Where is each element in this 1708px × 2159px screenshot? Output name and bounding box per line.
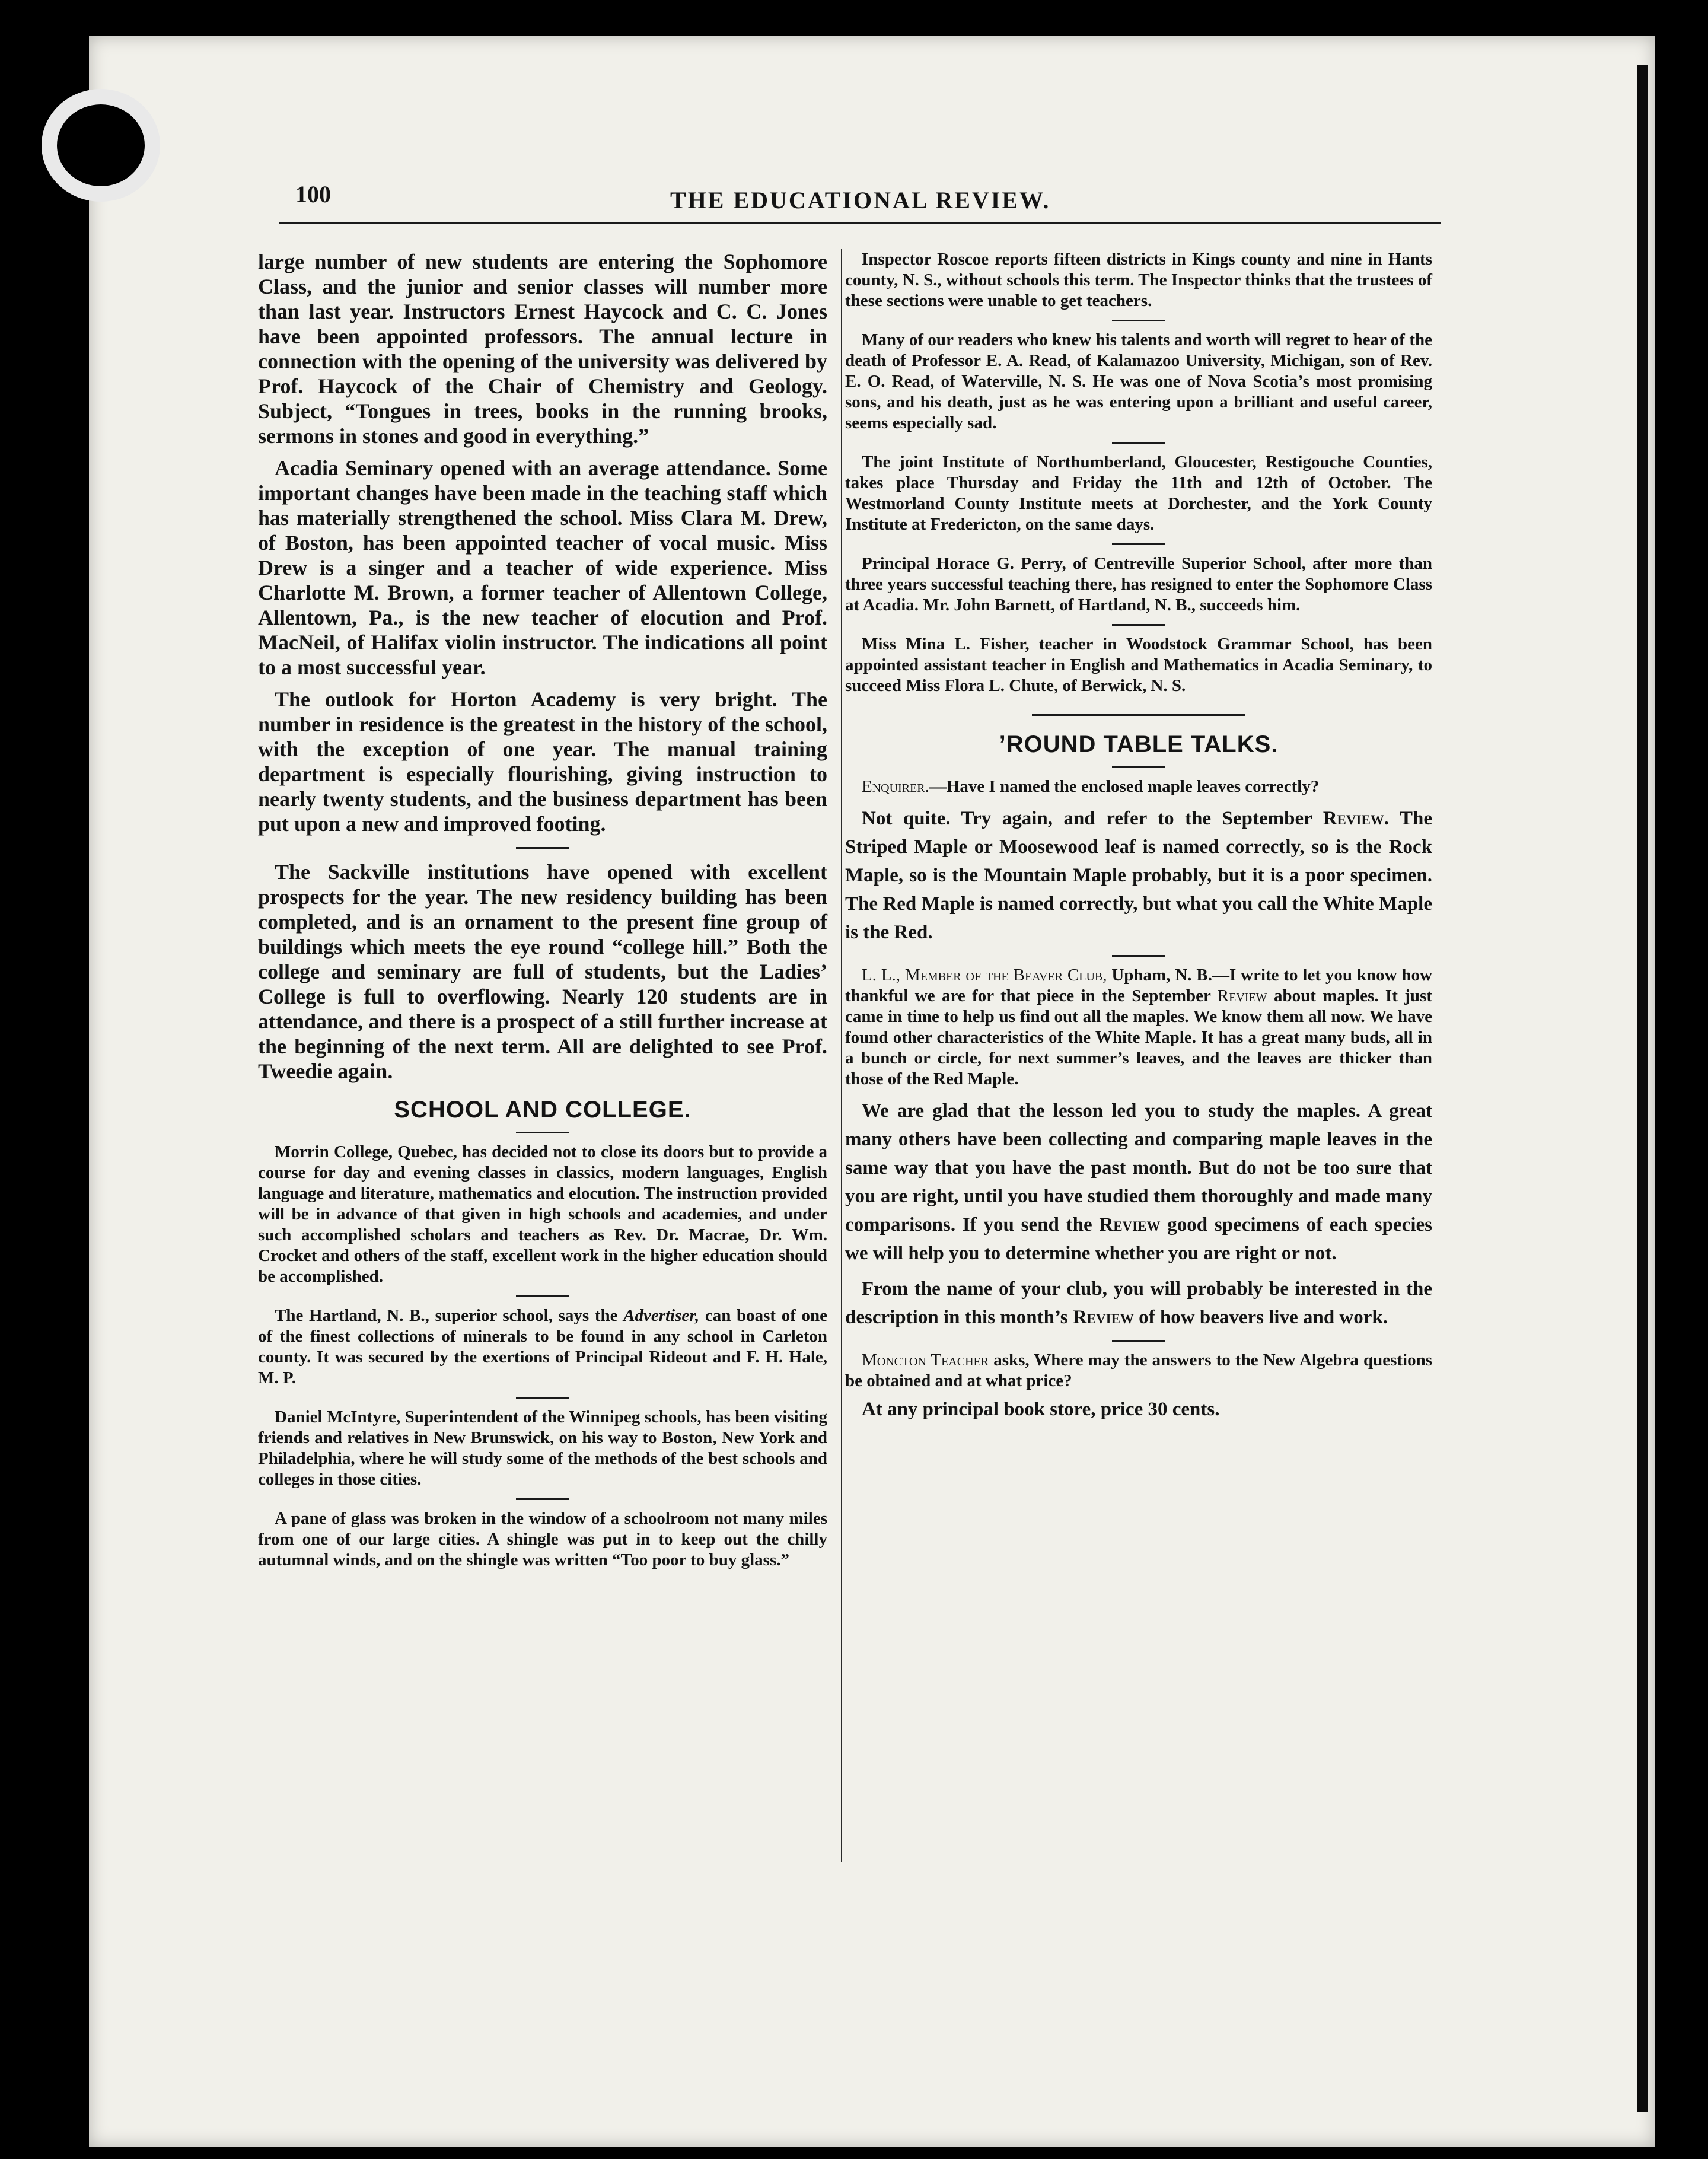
- news-item: Morrin College, Quebec, has decided not to close its doors but to provide a course for day and evening classes in classics, modern languages, English language and literature, mathematics and elocution. The instruction provided will be in advance of that given in high schools and academies, and under such accomplished scholars and teachers as Rev. Dr. Macrae, Dr. Wm. Crocket and others of the staff, excellent work in the higher education should be accomplished.: [258, 1142, 827, 1286]
- question: Enquirer.—Have I named the enclosed maple leaves correctly?: [862, 777, 1320, 796]
- page-header: [279, 172, 1441, 225]
- answer: Not quite. Try again, and refer to the September Review. The Striped Maple or Moosewood leaf is named correctly, so is the Rock Maple, so is the Mountain Maple probably, but it is a poor specimen. The Red Maple is named correctly, but what you call the White Maple is the Red.: [845, 808, 1432, 943]
- left-column: [258, 249, 827, 1578]
- journal-title: THE EDUCATIONAL REVIEW.: [670, 187, 1051, 214]
- separator-rule: [516, 1295, 569, 1297]
- right-column: [827, 249, 1432, 1431]
- separator-rule: [516, 1132, 569, 1133]
- separator-rule: [1112, 320, 1165, 321]
- separator-rule: [1112, 624, 1165, 626]
- question: Moncton Teacher asks, Where may the answers to the New Algebra questions be obtained and at what price?: [845, 1351, 1433, 1390]
- news-item: A pane of glass was broken in the window of a schoolroom not many miles from one of our large cities. A shingle was put in to keep out the chilly autumnal winds, and on the shingle was written “Too poor to buy glass.”: [258, 1509, 827, 1569]
- section-rule: [1032, 714, 1245, 716]
- header-rule: [279, 222, 1441, 224]
- section-title-round-table: ’ROUND TABLE TALKS.: [999, 731, 1279, 757]
- article-paragraph: Acadia Seminary opened with an average attendance. Some important changes have been made in the teaching staff which has materially strengthened the school. Miss Clara M. Drew, of Boston, has been appointed teacher of vocal music. Miss Drew is a singer and a teacher of wide experience. Miss Charlotte M. Brown, a former teacher of Allentown College, Allentown, Pa., is the new teacher of elocution and Prof. MacNeil, of Halifax violin instructor. The indications all point to a most successful year.: [258, 456, 827, 679]
- news-item: Principal Horace G. Perry, of Centreville Superior School, after more than three years successful teaching there, has resigned to enter the Sophomore Class at Acadia. Mr. John Barnett, of Hartland, N. B., succeeds him.: [845, 554, 1432, 614]
- separator-rule: [516, 1498, 569, 1500]
- news-item: Many of our readers who knew his talents and worth will regret to hear of the death of Professor E. A. Read, of Kalamazoo University, Michigan, son of Rev. E. O. Read, of Waterville, N. S. He was one of Nova Scotia’s most promising sons, and his death, just as he was entering upon a brilliant and useful career, seems especially sad.: [845, 330, 1432, 432]
- answer: At any principal book store, price 30 cents.: [862, 1399, 1220, 1420]
- separator-rule: [1112, 766, 1165, 768]
- news-item: Inspector Roscoe reports fifteen districts in Kings county and nine in Hants county, N. S., without schools this term. The Inspector thinks that the trustees of these sections were unable to get teachers.: [845, 250, 1432, 310]
- article-paragraph: large number of new students are entering the Sophomore Class, and the junior and senior classes will number more than last year. Instructors Ernest Haycock and C. C. Jones have been appointed professors. The annual lecture in connection with the opening of the university was delivered by Prof. Haycock of the Chair of Chemistry and Geology. Subject, “Tongues in trees, books in the running brooks, sermons in stones and good in everything.”: [258, 250, 827, 448]
- page-number: 100: [295, 181, 331, 208]
- separator-rule: [1112, 543, 1165, 545]
- news-item: Miss Mina L. Fisher, teacher in Woodstock Grammar School, has been appointed assistant teacher in English and Mathematics in Acadia Seminary, to succeed Miss Flora L. Chute, of Berwick, N. S.: [845, 635, 1432, 695]
- news-item: Daniel McIntyre, Superintendent of the Winnipeg schools, has been visiting friends and relatives in New Brunswick, on his way to Boston, New York and Philadelphia, where he will study some of the methods of the best schools and colleges in those cities.: [258, 1408, 827, 1489]
- section-title-school-and-college: SCHOOL AND COLLEGE.: [394, 1097, 692, 1123]
- news-item: The joint Institute of Northumberland, Gloucester, Restigouche Counties, takes place Thursday and Friday the 11th and 12th of October. The Westmorland County Institute meets at Dorchester, and the York County Institute at Fredericton, on the same days.: [845, 453, 1432, 534]
- article-paragraph: The outlook for Horton Academy is very bright. The number in residence is the greatest in the history of the school, with the exception of one year. The manual training department is especially flourishing, giving instruction to nearly twenty students, and the business department has been put upon a new and improved footing.: [258, 687, 827, 836]
- article-paragraph: The Sackville institutions have opened with excellent prospects for the year. The new residency building has been completed, and is an ornament to the present fine group of buildings which meets the eye round “college hill.” Both the college and seminary are full of students, but the Ladies’ College is full to overflowing. Nearly 120 students are in attendance, and there is a prospect of a still further increase at the beginning of the next term. All are delighted to see Prof. Tweedie again.: [258, 860, 827, 1083]
- binder-ring-icon: [42, 89, 160, 202]
- separator-rule: [1112, 442, 1165, 444]
- separator-rule: [1112, 955, 1165, 957]
- question: L. L., Member of the Beaver Club, Upham, N. B.—I write to let you know how thankful we are for that piece in the September Review about maples. It just came in time to help us find out all the maples. We know them all now. We have found other characteristics of the White Maple. It has a great many buds, all in a bunch or circle, for next summer’s leaves, and the leaves are thicker than those of the Red Maple.: [845, 966, 1433, 1088]
- news-item: The Hartland, N. B., superior school, says the Advertiser, can boast of one of the finest collections of minerals to be found in any school in Carleton county. It was secured by the exertions of Principal Rideout and F. H. Hale, M. P.: [258, 1306, 827, 1387]
- answer: We are glad that the lesson led you to study the maples. A great many others have been collecting and comparing maple leaves in the same way that you have the past month. But do not be too sure that you are right, until you have studied them thoroughly and made many comparisons. If you send the Review good specimens of each species we will help you to determine whether you are right or not.: [845, 1100, 1432, 1264]
- scan-frame-edge: [1637, 65, 1648, 2112]
- separator-rule: [516, 847, 569, 849]
- separator-rule: [1112, 1340, 1165, 1342]
- answer: From the name of your club, you will probably be interested in the description in this month’s Review of how beavers live and work.: [845, 1278, 1432, 1328]
- separator-rule: [516, 1397, 569, 1399]
